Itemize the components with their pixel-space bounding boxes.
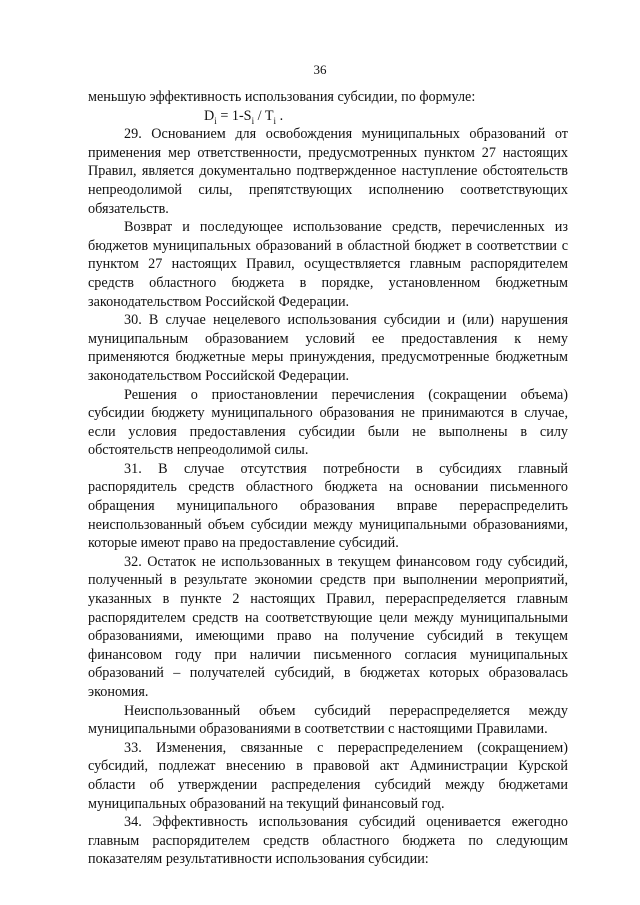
formula-d-subscript: i [214, 115, 217, 126]
paragraph-34: 34. Эффективность использования субсидий оценивается ежегодно главным распорядителем средств областного бюджета по следующим показателям результативности использования субсидии: [88, 814, 568, 868]
formula [88, 107, 568, 126]
paragraph-refund: Возврат и последующее использование средств, перечисленных из бюджетов муниципальных образований в областной бюджет в соответствии с пунктом 27 настоящих Правил, осуществляется главным распорядителем средств областного бюджета в порядке, установленном бюджетным законодательством Российской Федерации. [88, 219, 568, 310]
paragraph-33: 33. Изменения, связанные с перераспределением (сокращением) субсидий, подлежат внесению в правовой акт Администрации Курской области об утверждении распределения субсидий между бюджетами муниципальных образований на текущий финансовый год. [88, 739, 568, 812]
formula-slash: / T [254, 107, 274, 124]
paragraph-redistribution: Неиспользованный объем субсидий перераспределяется между муниципальными образованиями в соответствии с настоящими Правилами. [88, 702, 568, 738]
paragraph-suspension: Решения о приостановлении перечисления (сокращении объема) субсидии бюджету муниципального образования не принимаются в случае, если условия предоставления субсидии были не выполнены в силу обстоятельств непреодолимой силы. [88, 386, 568, 459]
formula-s-subscript: i [251, 115, 255, 126]
paragraph-32: 32. Остаток не использованных в текущем финансовом году субсидий, полученный в результате экономии средств при выполнении мероприятий, указанных в пункте 2 настоящих Правил, перераспределяется главным распорядителем средств на соответствующие цели между муниципальными образованиями, имеющими право на получение субсидий в текущем финансовом году при наличии письменного согласия муниципальных образований – получателей субсидий, в бюджетах которых образовалась экономия. [88, 553, 568, 700]
formula-t-subscript: i [273, 115, 277, 126]
paragraph-31: 31. В случае отсутствия потребности в субсидиях главный распорядитель средств областного бюджета на основании письменного обращения муниципального образования вправе перераспределить неиспользованный объем субсидии между муниципальными образованиями, которые имеют право на предоставление субсидий. [88, 460, 568, 552]
page-number: 36 [313, 62, 327, 77]
document-body [88, 88, 568, 869]
paragraph-formula-intro: меньшую эффективность использования субсидии, по формуле: [88, 89, 476, 105]
formula-d: D [204, 107, 215, 124]
paragraph-30: 30. В случае нецелевого использования субсидии и (или) нарушения муниципальным образованием условий ее предоставления к нему применяются бюджетные меры принуждения, предусмотренные бюджетным законодательством Российской Федерации. [88, 312, 568, 384]
formula-eq: = 1-S [216, 107, 252, 124]
paragraph-29: 29. Основанием для освобождения муниципальных образований от применения мер ответственности, предусмотренных пунктом 27 настоящих Правил, является документально подтвержденное наступление обстоятельств непреодолимой силы, препятствующих исполнению соответствующих обязательств. [88, 126, 568, 217]
formula-end: . [276, 107, 284, 124]
